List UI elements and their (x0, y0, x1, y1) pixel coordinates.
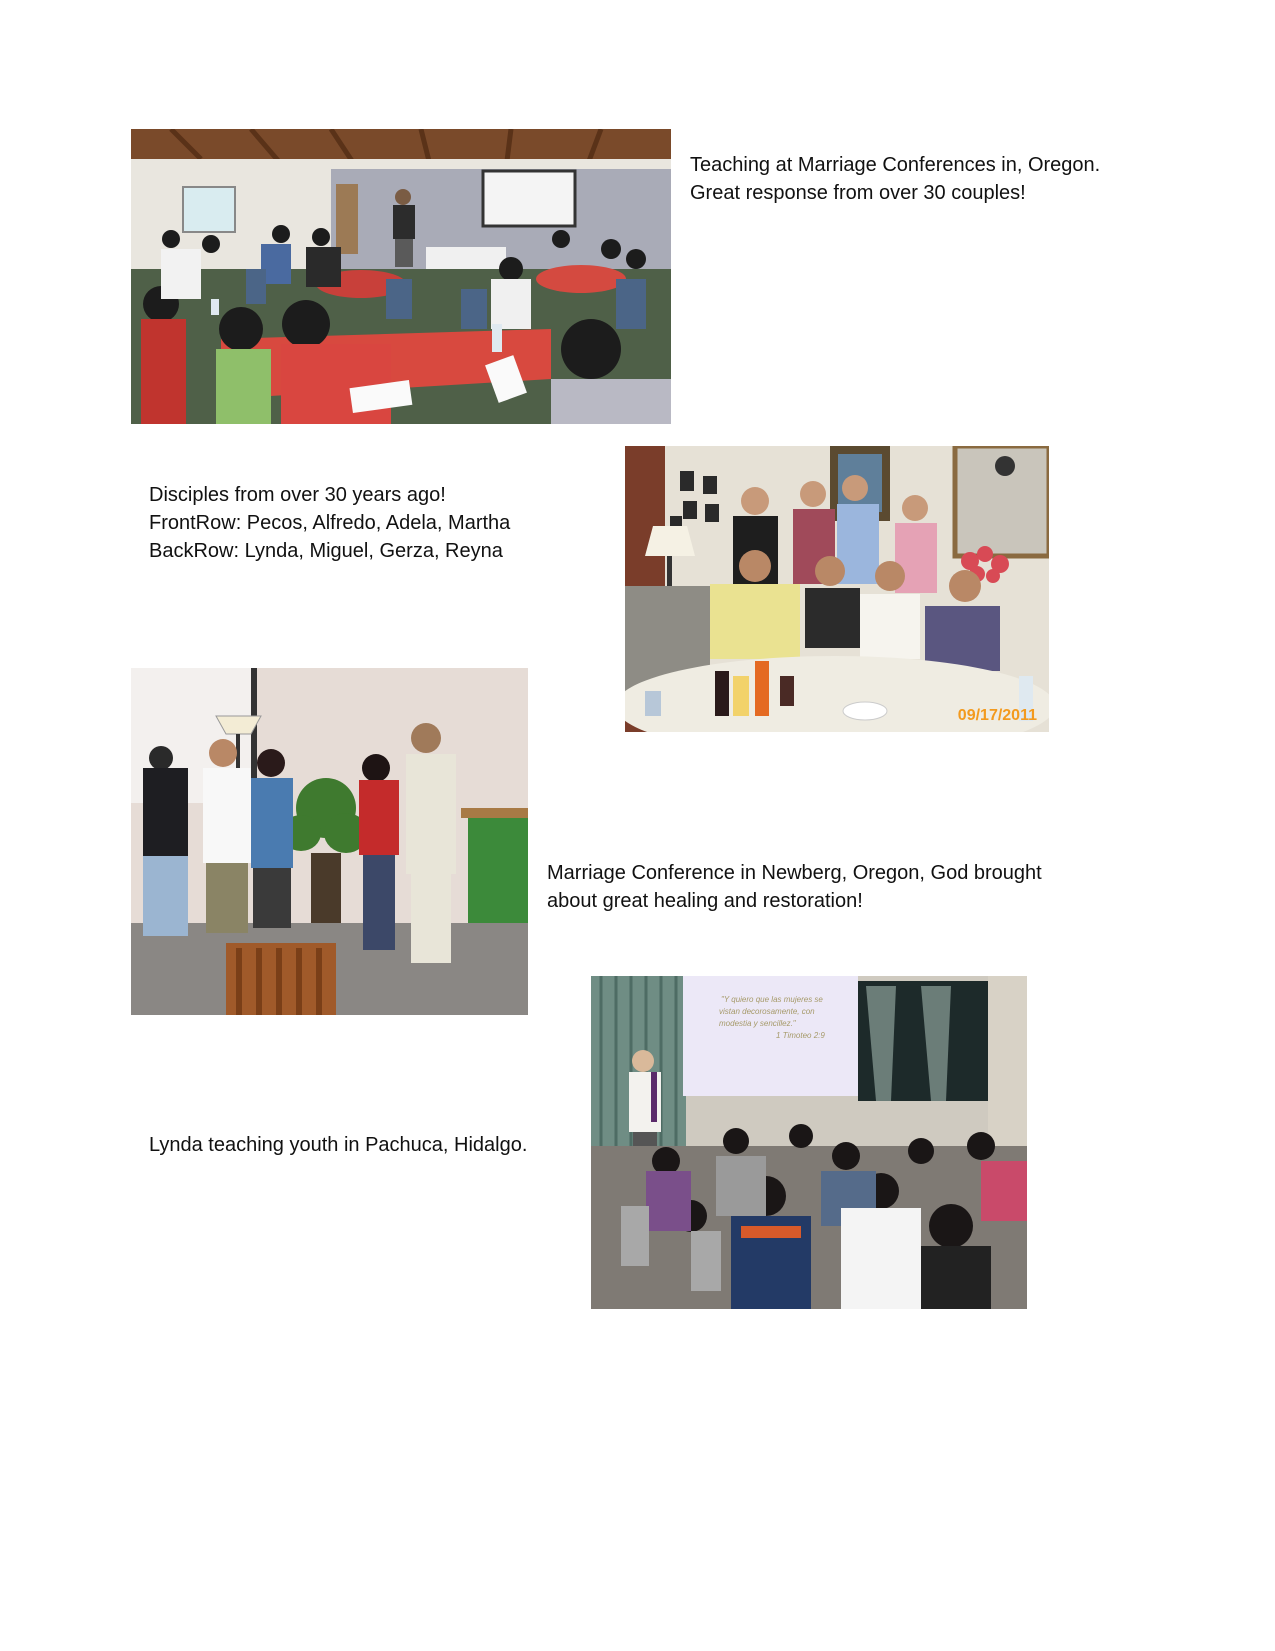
banner-text-line: 1 Timoteo 2:9 (776, 1031, 825, 1040)
pachuca-youth-photo (591, 976, 1027, 1309)
caption-newberg-conference (547, 859, 1042, 915)
banner-text-line: "Y quiero que las mujeres se (721, 995, 823, 1004)
caption-disciples (149, 481, 510, 565)
caption-line: FrontRow: Pecos, Alfredo, Adela, Martha (149, 512, 511, 534)
caption-line: about great healing and restoration! (547, 890, 863, 912)
caption-marriage-conferences (690, 151, 1100, 207)
banner-text-line: vistan decorosamente, con (719, 1007, 815, 1016)
caption-line: BackRow: Lynda, Miguel, Gerza, Reyna (149, 540, 503, 562)
conference-classroom-photo (131, 129, 671, 424)
caption-line: Teaching at Marriage Conferences in, Oregon. (690, 154, 1101, 176)
banner-text-line: modestia y sencillez." (719, 1019, 796, 1028)
caption-line: Disciples from over 30 years ago! (149, 484, 446, 506)
caption-line: Great response from over 30 couples! (690, 182, 1026, 204)
photo-date-stamp: 09/17/2011 (957, 707, 1037, 724)
newberg-conference-photo (131, 668, 528, 1015)
caption-line: Lynda teaching youth in Pachuca, Hidalgo. (149, 1134, 528, 1156)
caption-line: Marriage Conference in Newberg, Oregon, God brought (547, 862, 1042, 884)
disciples-group-photo (625, 446, 1049, 732)
caption-pachuca-youth (149, 1131, 527, 1159)
